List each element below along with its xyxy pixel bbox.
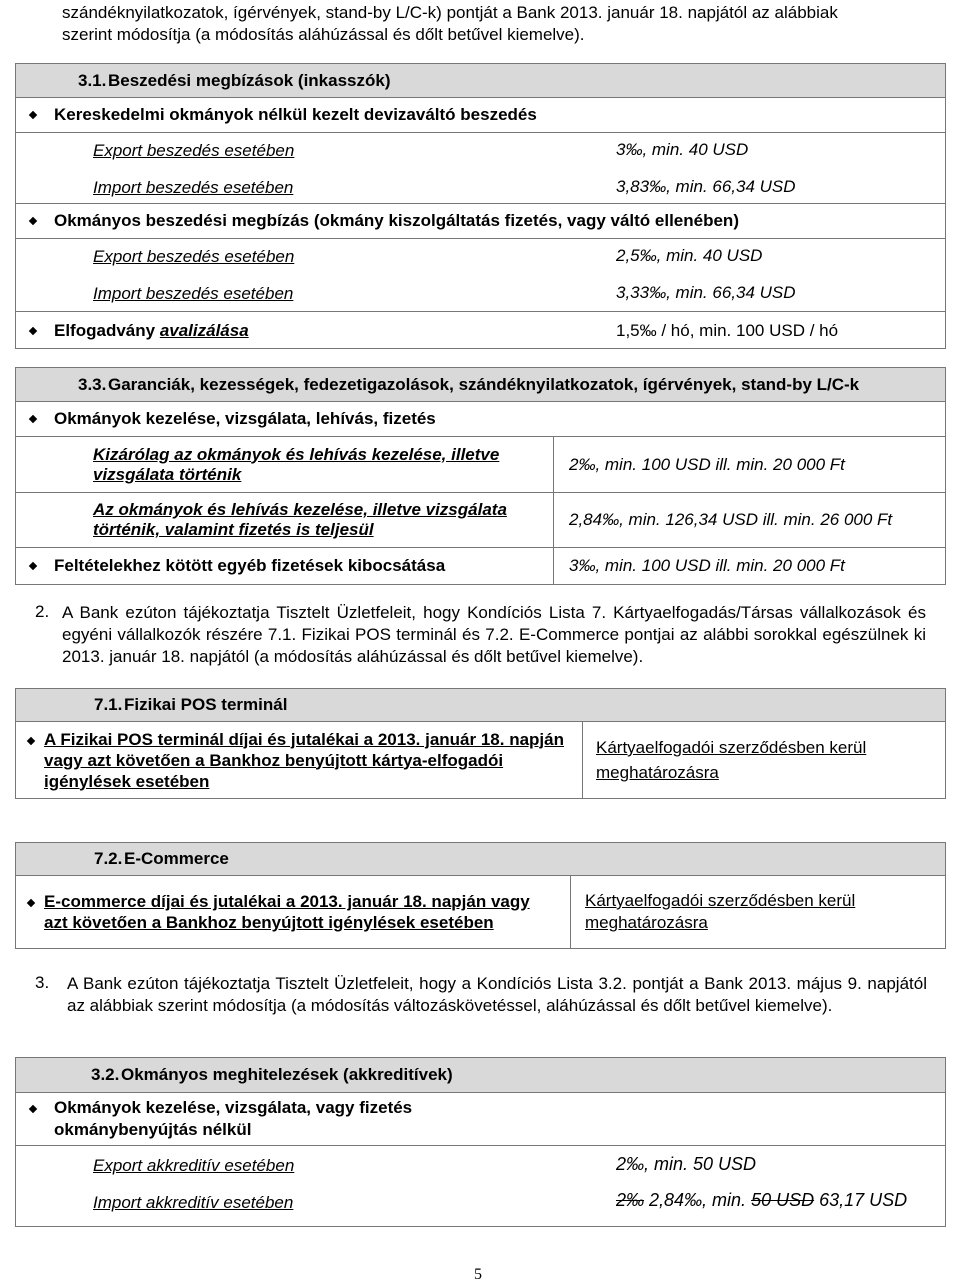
bullet-row [16,548,554,585]
diamond-bullet-icon [29,415,37,423]
section-number: 3.2. [91,1065,120,1084]
sub-value: 2,5‰, min. 40 USD [616,246,763,265]
value-cell [571,876,946,949]
section-3-3-header [16,368,946,402]
sub-label: Export beszedés esetében [93,247,295,266]
paragraph-2-text: A Bank ezúton tájékoztatja Tisztelt Üzletfeleit, hogy Kondíciós Lista 7. Kártyaelfogadás/Társas vállalkozások és egyéni vállalkozók részére 7.1. Fizikai POS terminál és 7.2. E-Commerce pontjai az alábbi sorokkal egészülnek ki 2013. január 18. napjától (a módosítás aláhúzással és dőlt betűvel kiemelve). [62,603,926,666]
sub-value [616,1190,907,1211]
section-number: 7.2. [94,849,123,868]
item-text: E-commerce díjai és jutalékai a 2013. január 18. napján vagy azt követően a Bankhoz benyújtott igénylések esetében [44,892,530,932]
diamond-bullet-icon [29,217,37,225]
bullet-text-emphasis: avalizálása [159,321,249,340]
diamond-bullet-icon [29,111,37,119]
sub-value: 3‰, min. 40 USD [616,140,749,159]
item-cell [16,722,583,799]
sub-rows [16,1146,946,1227]
sub-label: Export beszedés esetében [93,141,295,160]
section-3-1-table [15,63,946,349]
section-number: 7.1. [94,695,123,714]
section-title: Beszedési megbízások (inkasszók) [108,70,391,90]
diamond-bullet-icon [27,736,35,744]
section-3-2-header [16,1058,946,1093]
row-value: 3‰, min. 100 USD ill. min. 20 000 Ft [569,556,845,575]
row-label: Kizárólag az okmányok és lehívás kezelése, illetve vizsgálata történik [93,444,500,484]
bullet-row [16,1093,946,1146]
bullet-text: Okmányok kezelése, vizsgálata, lehívás, fizetés [54,409,436,428]
section-title: Fizikai POS terminál [124,695,288,714]
sub-label: Import akkreditív esetében [93,1193,294,1212]
bullet-row [16,312,946,349]
sub-label: Export akkreditív esetében [93,1156,295,1175]
deleted-value: 2‰ [616,1190,645,1210]
section-title: Garanciák, kezességek, fedezetigazolások, szándéknyilatkozatok, ígérvények, stand-by L/C-k [108,374,860,394]
page-number: 5 [474,1266,482,1283]
diamond-bullet-icon [29,562,37,570]
item-text: A Fizikai POS terminál díjai és jutalékai a 2013. január 18. napján vagy azt követően a Bankhoz benyújtott kártya-elfogadói igénylések esetében [44,729,564,791]
new-value: 2,84‰, min. [644,1190,752,1210]
sub-value: 3,83‰, min. 66,34 USD [616,177,796,196]
bullet-text: Elfogadvány [54,321,160,340]
row-value-cell [554,548,946,585]
section-title: E-Commerce [124,849,229,868]
sub-rows [16,239,946,312]
section-number: 3.3. [78,374,107,394]
bullet-row [16,204,946,239]
paragraph-number: 3. [35,973,50,992]
row-label: Az okmányok és lehívás kezelése, illetve vizsgálata történik, valamint fizetés is teljesül [93,500,507,539]
item-value: Kártyaelfogadói szerződésben kerül meghatározásra [596,738,867,782]
section-7-2-table [15,842,946,949]
paragraph-number: 2. [35,602,50,621]
section-7-1-header [16,689,946,722]
paragraph-3-text: A Bank ezúton tájékoztatja Tisztelt Üzletfeleit, hogy a Kondíciós Lista 3.2. pontját a Bank 2013. május 9. napjától az alábbiak szerint módosítja (a módosítás változáskövetéssel, aláhúzással és dőlt betűvel kiemelve). [67,974,927,1015]
row-label-cell [16,493,554,548]
diamond-bullet-icon [29,1105,37,1113]
new-value: 63,17 USD [814,1190,908,1210]
section-7-1-table [15,688,946,799]
bullet-text: Okmányos beszedési megbízás (okmány kiszolgáltatás fizetés, vagy váltó ellenében) [54,211,739,230]
item-cell [16,876,571,949]
sub-rows [16,133,946,204]
bullet-text: Kereskedelmi okmányok nélkül kezelt devizaváltó beszedés [54,105,537,124]
row-value-cell [554,437,946,493]
value-cell [583,722,946,799]
bullet-row [16,98,946,133]
deleted-value: 50 USD [751,1190,815,1210]
sub-value: 3,33‰, min. 66,34 USD [616,283,796,302]
sub-label: Import beszedés esetében [93,178,294,197]
row-value: 2‰, min. 100 USD ill. min. 20 000 Ft [569,454,845,474]
sub-value: 2‰, min. 50 USD [616,1154,757,1174]
section-3-2-table [15,1057,946,1227]
bullet-row [16,402,946,437]
intro-line-1: szándéknyilatkozatok, ígérvények, stand-by L/C-k) pontját a Bank 2013. január 18. napjától az alábbiak [62,3,838,22]
item-value: Kártyaelfogadói szerződésben kerül meghatározásra [585,891,856,932]
row-value-cell [554,493,946,548]
bullet-text: Feltételekhez kötött egyéb fizetések kibocsátása [54,556,446,575]
section-number: 3.1. [78,70,107,90]
diamond-bullet-icon [27,899,35,907]
row-value: 2,84‰, min. 126,34 USD ill. min. 26 000 Ft [569,510,893,529]
bullet-text: Okmányok kezelése, vizsgálata, vagy fizetés okmánybenyújtás nélkül [54,1098,413,1139]
section-title: Okmányos meghitelezések (akkreditívek) [121,1065,453,1084]
sub-label: Import beszedés esetében [93,284,294,303]
diamond-bullet-icon [29,327,37,335]
row-label-cell [16,437,554,493]
intro-line-2: szerint módosítja (a módosítás aláhúzással és dőlt betűvel kiemelve). [62,25,585,44]
section-7-2-header [16,843,946,876]
section-3-3-table [15,367,946,585]
bullet-value: 1,5‰ / hó, min. 100 USD / hó [616,321,839,340]
section-3-1-header [16,64,946,98]
